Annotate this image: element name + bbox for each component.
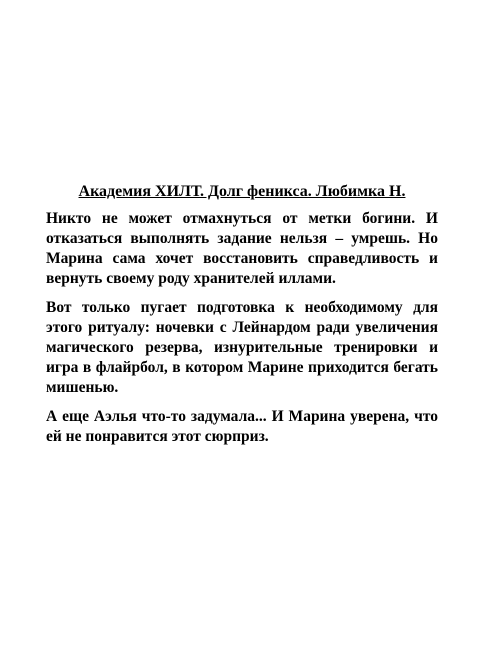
- paragraph-1: Никто не может отмахнуться от метки богини. И отказаться выполнять задание нельзя – умрешь. Но Марина сама хочет восстановить справедливость и вернуть своему роду хранителей иллами.: [46, 210, 438, 287]
- book-title: Академия ХИЛТ. Долг феникса. Любимка Н.: [78, 183, 406, 200]
- annotation-block: [46, 182, 438, 456]
- paragraph-2: Вот только пугает подготовка к необходимому для этого ритуалу: ночевки с Лейнардом ради увеличения магического резерва, изнурительные тренировки и игра в флайрбол, в котором Марине приходится бегать мишенью.: [46, 299, 438, 396]
- paragraph-3: А еще Аэлья что-то задумала... И Марина уверена, что ей не понравится этот сюрприз.: [46, 408, 438, 445]
